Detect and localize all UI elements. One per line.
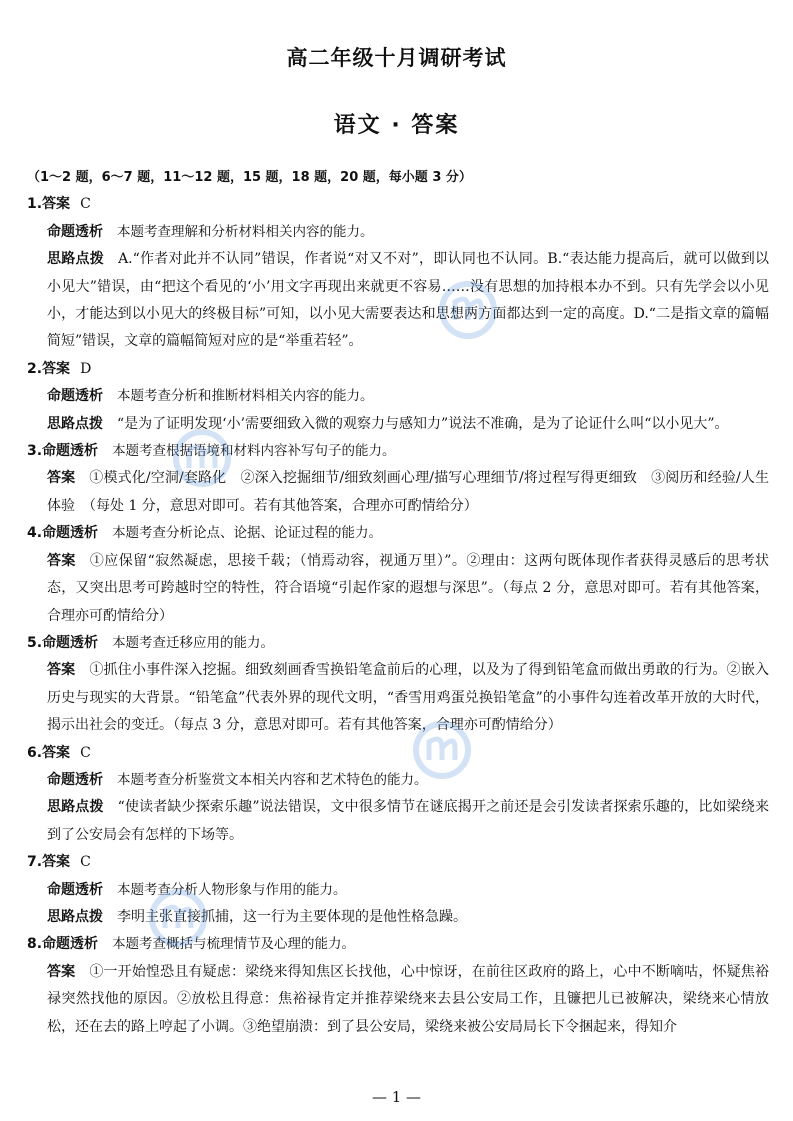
analysis-label: 命题透析 <box>42 525 99 542</box>
analysis-label: 命题透析 <box>42 634 99 651</box>
question-1-analysis <box>27 219 769 246</box>
answer-text: ①一开始惶恐且有疑虑：梁绕来得知焦区长找他，心中惊讶，在前往区政府的路上，心中不断嘀咕，怀疑焦裕禄突然找他的原因。②放松且得意：焦裕禄肯定并推荐梁绕来去县公安局工作，且镰把儿已被解决，梁绕来心情放松，还在去的路上哼起了小调。③绝望崩溃：到了县公安局，梁绕来被公安局局长下令捆起来，得知介 <box>47 963 769 1035</box>
analysis-text: 本题考查分析鉴赏文本相关内容和艺术特色的能力。 <box>117 771 428 788</box>
answer-choice: C <box>80 854 91 871</box>
question-7-header <box>27 849 769 876</box>
answer-label: 答案 <box>42 196 71 213</box>
answer-label: 答案 <box>42 360 71 377</box>
exam-subtitle: 语文 · 答案 <box>333 113 460 138</box>
answer-choice: D <box>80 360 92 377</box>
analysis-label: 命题透析 <box>47 223 103 240</box>
answer-label: 答案 <box>42 744 71 761</box>
hint-label: 思路点拨 <box>47 799 104 816</box>
question-4-header <box>27 520 769 547</box>
hint-text: “是为了证明发现‘小’需要细致入微的观察力与感知力”说法不准确，是为了论证什么叫“以小见大”。 <box>117 415 729 432</box>
analysis-label: 命题透析 <box>47 771 103 788</box>
analysis-label: 命题透析 <box>47 388 103 405</box>
answer-text: ①应保留“寂然凝虑，思接千载；（悄焉动容，视通万里）”。②理由：这两句既体现作者获得灵感后的思考状态，又突出思考可跨越时空的特性，符合语境“引起作家的遐想与深思”。（每点 2 分，意思对即可。若有其他答案，合理亦可酌情给分） <box>47 552 770 624</box>
question-5-header <box>27 630 769 657</box>
question-8-header <box>27 931 769 958</box>
question-number: 4. <box>27 525 43 542</box>
hint-label: 思路点拨 <box>47 415 103 432</box>
analysis-text: 本题考查迁移应用的能力。 <box>112 634 275 651</box>
hint-text: “使读者缺少探索乐趣”说法错误，文中很多情节在谜底揭开之前还是会引发读者探索乐趣的，比如梁绕来到了公安局会有怎样的下场等。 <box>47 799 770 843</box>
question-8-answer <box>27 959 769 1041</box>
analysis-text: 本题考查分析和推断材料相关内容的能力。 <box>117 388 374 405</box>
question-number: 5. <box>27 634 43 651</box>
question-7-analysis <box>27 877 769 904</box>
question-6-header <box>27 740 769 767</box>
question-3-answer <box>27 465 769 520</box>
answer-choice: C <box>80 196 91 213</box>
question-number: 2. <box>27 360 43 377</box>
question-4-answer <box>27 548 769 630</box>
answer-content <box>27 164 769 1041</box>
answer-label: 答案 <box>47 662 76 679</box>
analysis-text: 本题考查根据语境和材料内容补写句子的能力。 <box>112 443 396 460</box>
analysis-text: 本题考查分析人物形象与作用的能力。 <box>117 881 347 898</box>
hint-text: A.“作者对此并不认同”错误，作者说“对又不对”，即认同也不认同。B.“表达能力提高后，就可以做到以小见大”错误，由“把这个看见的‘小’用文字再现出来就更不容易……没有思想的加持根本办不到。只有先学会以小见小，才能达到以小见大的终极目标”可知，以小见大需要表达和思想两方面都达到一定的高度。D.“二是指文章的篇幅简短”错误，文章的篇幅简短对应的是“举重若轻”。 <box>47 251 769 350</box>
question-6-hint <box>27 794 769 849</box>
hint-label: 思路点拨 <box>47 251 105 268</box>
analysis-text: 本题考查概括与梳理情节及心理的能力。 <box>112 936 356 953</box>
question-number: 1. <box>27 196 43 213</box>
question-number: 3. <box>27 443 43 460</box>
question-3-header <box>27 438 769 465</box>
analysis-label: 命题透析 <box>47 881 103 898</box>
question-6-analysis <box>27 767 769 794</box>
answer-label: 答案 <box>47 963 76 980</box>
scoring-note: （1～2 题，6～7 题，11～12 题，15 题，18 题，20 题，每小题 3 分） <box>27 170 472 185</box>
question-2-header <box>27 356 769 383</box>
question-2-hint <box>27 411 769 438</box>
question-5-answer <box>27 657 769 739</box>
question-number: 7. <box>27 854 43 871</box>
answer-label: 答案 <box>47 470 76 487</box>
analysis-text: 本题考查理解和分析材料相关内容的能力。 <box>117 223 374 240</box>
question-number: 8. <box>27 936 43 953</box>
answer-label: 答案 <box>42 854 71 871</box>
question-1-hint <box>27 246 769 356</box>
hint-label: 思路点拨 <box>47 908 103 925</box>
answer-choice: C <box>80 744 91 761</box>
page-number: — 1 — <box>371 1088 422 1106</box>
exam-title: 高二年级十月调研考试 <box>286 46 507 70</box>
answer-label: 答案 <box>47 552 76 569</box>
analysis-text: 本题考查分析论点、论据、论证过程的能力。 <box>112 525 383 542</box>
question-number: 6. <box>27 744 43 761</box>
question-7-hint <box>27 904 769 931</box>
question-1-header <box>27 191 769 218</box>
analysis-label: 命题透析 <box>42 936 99 953</box>
hint-text: 李明主张直接抓捕，这一行为主要体现的是他性格急躁。 <box>117 908 467 925</box>
analysis-label: 命题透析 <box>42 443 99 460</box>
question-2-analysis <box>27 383 769 410</box>
answer-text: ①抓住小事件深入挖掘。细致刻画香雪换铅笔盒前后的心理，以及为了得到铅笔盒而做出勇敢的行为。②嵌入历史与现实的大背景。“铅笔盒”代表外界的现代文明，“香雪用鸡蛋兑换铅笔盒”的小事件勾连着改革开放的大时代，揭示出社会的变迁。（每点 3 分，意思对即可。若有其他答案，合理亦可酌情给分） <box>47 662 769 734</box>
answer-text: ①模式化/空洞/套路化 ②深入挖掘细节/细致刻画心理/描写心理细节/将过程写得更细致 ③阅历和经验/人生体验 （每处 1 分，意思对即可。若有其他答案，合理亦可酌情给分） <box>47 470 769 514</box>
